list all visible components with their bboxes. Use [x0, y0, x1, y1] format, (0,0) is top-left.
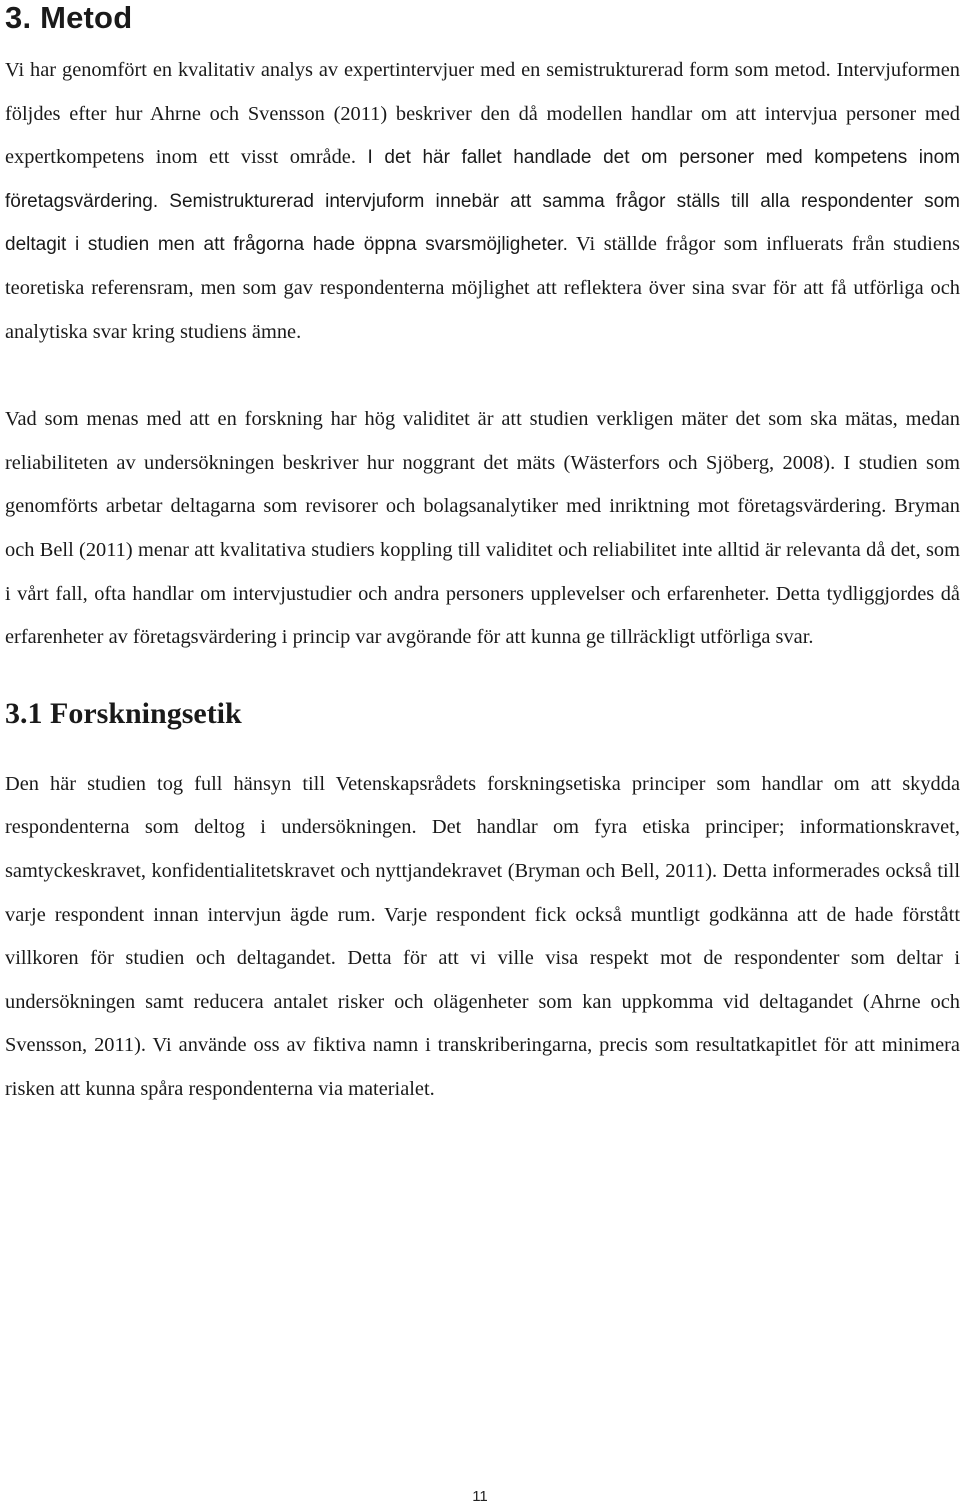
- subsection-heading: 3.1 Forskningsetik: [5, 696, 242, 730]
- subsection: [5, 696, 960, 1112]
- method-paragraph-part1: Vi har genomfört en kvalitativ analys av expertintervjuer med en semistrukturerad form som metod. Intervjuformen följdes efter hur Ahrne och Svensson (2011) beskriver den då modellen handlar om att intervjua personer med expertkompetens inom ett visst område.: [5, 59, 960, 169]
- section-heading: 3. Metod: [5, 0, 133, 35]
- ethics-paragraph: Den här studien tog full hänsyn till Vetenskapsrådets forskningsetiska principer som handlar om att skydda respondenterna som deltog i undersökningen. Det handlar om fyra etiska principer; informationskravet, samtyckeskravet, konfidentialitetskravet och nyttjandekravet (Bryman och Bell, 2011). Detta informerades också till varje respondent innan intervjun ägde rum. Varje respondent fick också muntligt godkänna att de hade förstått villkoren för studien och deltagandet. Detta för att vi ville visa respekt mot de respondenter som deltar i undersökningen samt reducera antalet risker och olägenheter som kan uppkomma vid deltagandet (Ahrne och Svensson, 2011). Vi använde oss av fiktiva namn i transkriberingarna, precis som resultatkapitlet för att minimera risken att kunna spåra respondenterna via materialet.: [5, 772, 960, 1100]
- page-number: 11: [472, 1488, 488, 1505]
- method-paragraph: [5, 49, 960, 354]
- document-page: [5, 0, 960, 1111]
- validity-paragraph: Vad som menas med att en forskning har hög validitet är att studien verkligen mäter det som ska mätas, medan reliabiliteten av undersökningen beskriver hur noggrant det mäts (Wästerfors och Sjöberg, 2008). I studien som genomförts arbetar deltagarna som revisorer och bolagsanalytiker med inriktning mot företagsvärdering. Bryman och Bell (2011) menar att kvalitativa studiers koppling till validitet och reliabilitet inte alltid är relevanta då det, som i vårt fall, ofta handlar om intervjustudier och andra personers upplevelser och erfarenheter. Detta tydliggjordes då erfarenheter av företagsvärdering i princip var avgörande för att kunna ge tillräckligt utförliga svar.: [5, 408, 960, 649]
- method-paragraph-part2: I det här fallet handlade det om personer med kompetens inom företagsvärdering. Semistrukturerad intervjuform innebär att samma frågor ställs till alla respondenter som deltagit i studien men att frågorna hade öppna svarsmöjligheter.: [5, 147, 960, 256]
- method-paragraph-part3: Vi ställde frågor som influerats från studiens teoretiska referensram, men som gav respondenterna möjlighet att reflektera över sina svar för att få utförliga och analytiska svar kring studiens ämne.: [5, 233, 960, 343]
